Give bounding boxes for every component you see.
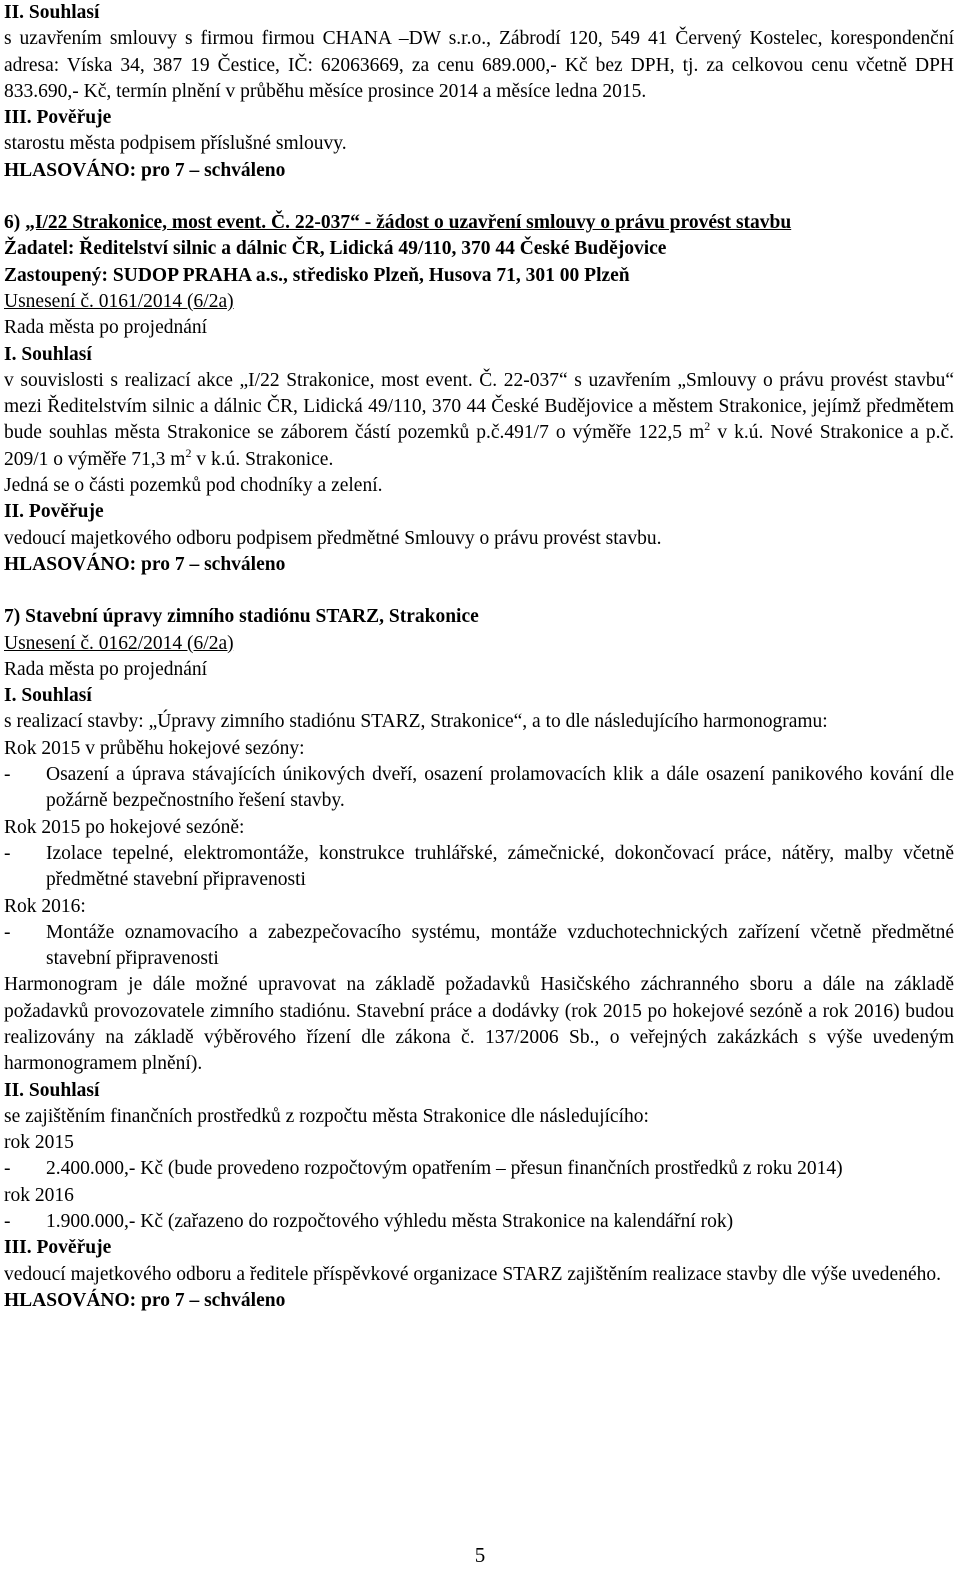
list-dash: - [4,764,11,786]
section-title: III. Pověřuje [4,107,112,129]
spacer [4,184,954,210]
council-line: Rada města po projednání [4,317,208,339]
item-heading [4,210,954,236]
section-text: s uzavřením smlouvy s firmou firmou CHANA –DW s.r.o., Zábrodí 120, 549 41 Červený Kostelec, korespondenční adresa: Víska 34, 387 19 Čestice, IČ: 62063669, za cenu 689.000,- Kč bez DPH, tj. za celkovou cenu včetně DPH 833.690,- Kč, termín plnění v průběhu měsíce prosince 2014 a měsíce ledna 2015. [4,28,954,102]
list-dash: - [4,842,11,864]
document-page [4,0,954,1314]
list-item [4,1209,954,1235]
resolution-number: Usnesení č. 0162/2014 (6/2a) [4,632,234,654]
list-dash: - [4,1211,11,1233]
item-heading-text: „I/22 Strakonice, most event. Č. 22-037“ - žádost o uzavření smlouvy o právu provést stavbu [25,212,792,234]
list-item [4,920,954,973]
superscript: 2 [704,419,711,434]
list-item-text: 2.400.000,- Kč (bude provedeno rozpočtovým opatřením – přesun finančních prostředků z roku 2014) [46,1158,843,1180]
section-text: vedoucí majetkového odboru podpisem předmětné Smlouvy o právu provést stavbu. [4,527,662,549]
section-title: III. Pověřuje [4,1237,112,1259]
list-item-text: Izolace tepelné, elektromontáže, konstrukce truhlářské, zámečnické, dokončovací práce, nátěry, malby včetně předmětné stavební připravenosti [46,842,954,891]
list-item [4,1156,954,1182]
list-item-text: Osazení a úprava stávajících únikových dveří, osazení prolamovacích klik a dále osazení panikového kování dle požárně bezpečnostního řešení stavby. [46,764,954,812]
list-dash: - [4,1158,11,1180]
section-title: II. Souhlasí [4,1079,100,1101]
resolution-number: Usnesení č. 0161/2014 (6/2a) [4,290,234,312]
represented-by: Zastoupený: SUDOP PRAHA a.s., středisko Plzeň, Husova 71, 301 00 Plzeň [4,264,630,286]
paragraph: Harmonogram je dále možné upravovat na základě požadavků Hasičského záchranného sboru a dále na základě požadavků provozovatele zimního stadiónu. Stavební práce a dodávky (rok 2015 po hokejové sezóně a rok 2016) budou realizovány na základě výběrového řízení dle zákona č. 137/2006 Sb., o veřejných zakázkách s výše uvedeným harmonogramem plnění). [4,974,954,1075]
schedule-period: Rok 2015 v průběhu hokejové sezóny: [4,737,305,759]
section-title: II. Souhlasí [4,2,100,23]
section-title: I. Souhlasí [4,685,92,707]
list-item [4,762,954,815]
budget-year: rok 2015 [4,1132,74,1154]
item-number: 6) [4,212,26,234]
schedule-period: Rok 2016: [4,895,86,917]
schedule-period: Rok 2015 po hokejové sezóně: [4,816,245,838]
item-heading: 7) Stavební úpravy zimního stadiónu STARZ, Strakonice [4,606,479,628]
vote-result: HLASOVÁNO: pro 7 – schváleno [4,159,286,181]
section-text: vedoucí majetkového odboru a ředitele příspěvkové organizace STARZ zajištěním realizace stavby dle výše uvedeného. [4,1263,941,1285]
section-text: se zajištěním finančních prostředků z rozpočtu města Strakonice dle následujícího: [4,1105,649,1127]
list-item [4,841,954,894]
page-number: 5 [474,1543,486,1567]
section-text [4,368,954,473]
applicant: Žadatel: Ředitelství silnic a dálnic ČR, Lidická 49/110, 370 44 České Budějovice [4,238,667,260]
budget-year: rok 2016 [4,1184,74,1206]
section-text: starostu města podpisem příslušné smlouvy. [4,133,347,155]
section-text: Jedná se o části pozemků pod chodníky a zelení. [4,475,383,497]
text-part: v souvislosti s realizací akce „I/22 Strakonice, most event. Č. 22-037“ s uzavřením „Smlouvy o právu provést stavbu“ mezi Ředitelstvím silnic a dálnic ČR, Lidická 49/110, 370 44 České Budějovice a městem Strakonice, jejímž předmětem bude souhlas města Strakonice se záborem částí pozemků p.č.491/7 o výměře 122,5 m [4,369,954,444]
spacer [4,578,954,604]
council-line: Rada města po projednání [4,658,208,680]
section-text: s realizací stavby: „Úpravy zimního stadiónu STARZ, Strakonice“, a to dle následujícího harmonogramu: [4,711,828,733]
section-title: I. Souhlasí [4,343,92,365]
section-title: II. Pověřuje [4,501,104,523]
text-part: v k.ú. Strakonice. [191,448,334,470]
vote-result: HLASOVÁNO: pro 7 – schváleno [4,553,286,575]
list-dash: - [4,921,11,943]
list-item-text: 1.900.000,- Kč (zařazeno do rozpočtového výhledu města Strakonice na kalendářní rok) [46,1211,734,1233]
vote-result: HLASOVÁNO: pro 7 – schváleno [4,1289,286,1311]
text-part: v k.ú. Nové Strakonice a p.č. 209/1 o výměře 71,3 m [4,422,955,470]
superscript: 2 [185,445,192,460]
list-item-text: Montáže oznamovacího a zabezpečovacího systému, montáže vzduchotechnických zařízení včetně předmětné stavební připravenosti [46,921,954,970]
